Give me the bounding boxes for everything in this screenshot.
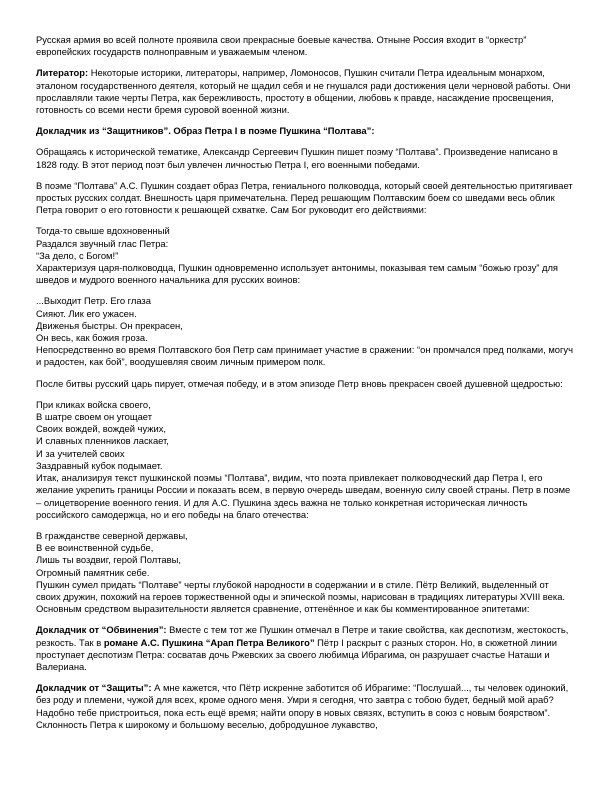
paragraph-historical-theme: Обращаясь к исторической тематике, Александр Сергеевич Пушкин пишет поэму “Полтава”. Произведение написано в 1828 году. В этот период поэт был увлечен личностью Петра I, его военными победами.	[36, 146, 558, 170]
paragraph-narodnost: Пушкин сумел придать “Полтаве” черты глубокой народности в содержании и в стиле. Пётр Великий, выделенный от своих дружин, похожий на героев торжественной оды и эпической поэмы, нарисован в традициях литературы XVIII века. Основным средством выразительности является сравнение, оттенённое и как бы комментированное эпитетами:	[36, 578, 566, 615]
verse-line: Он весь, как божия гроза.	[36, 332, 148, 344]
verse-block-2	[36, 295, 576, 344]
paragraph-antonyms: Характеризуя царя-полководца, Пушкин одновременно использует антонимы, показывая тем самым “божью грозу” для шведов и мудрого военного начальника для русских воинов:	[36, 262, 558, 286]
verse-line: Тогда-то свыше вдохновенный	[36, 225, 170, 237]
paragraph-analysis: Итак, анализируя текст пушкинской поэмы “Полтава”, видим, что поэта привлекает полководческий дар Петра I, его желание укрепить границы России и показать всем, в первую очередь шведам, военную силу своей страны. Петр в поэме – олицетворение военного гения. И для А.С. Пушкина здесь важна не только конкретная историческая личность российского самодержца, но и его победы на благо отечества:	[36, 472, 571, 520]
speaker-label-defense: Докладчик от “Защиты”:	[36, 682, 152, 694]
speaker-label-prosecution: Докладчик от “Обвинения”:	[36, 624, 167, 636]
verse-line: И за учителей своих	[36, 447, 125, 459]
novel-title-bold: романе А.С. Пушкина “Арап Петра Великого”	[103, 636, 315, 648]
paragraph-prosecution-text-c: Пётр I раскрыт с разных сторон. Но, в сюжетной линии проступает деспотизм Петра: сосватав дочь Ржевских за своего любимца Ибрагима, он разрушает счастье Наташи и Валериана.	[36, 636, 557, 672]
verse-line: Своих вождей, вождей чужих,	[36, 423, 167, 435]
paragraph-russian-army: Русская армия во всей полноте проявила свои прекрасные боевые качества. Отныне Россия входит в “оркестр” европейских государств полноправным и уважаемым членом.	[36, 34, 527, 58]
verse-line: В ее воинственной судьбе,	[36, 542, 154, 554]
paragraph-feast: После битвы русский царь пирует, отмечая победу, и в этом эпизоде Петр вновь прекрасен своей душевной щедростью:	[36, 377, 563, 389]
paragraph-defense	[36, 682, 576, 731]
paragraph-literator-text: Некоторые историки, литераторы, например, Ломоносов, Пушкин считали Петра идеальным монархом, эталоном государственного деятеля, который не щадил себя и не гнушался ради достижения цели черновой работы. Они прославляли такие черты Петра, как бережливость, простоту в общении, любовь к правде, насаждение просвещения, готовность со всеми нести бремя суровой военной жизни.	[36, 67, 571, 116]
verse-line: И славных пленников ласкает,	[36, 435, 169, 447]
paragraph-prosecution-text-a: Вместе с тем тот же Пушкин отмечал в Петре и такие свойства, как деспотизм, жестокость, резкость. Так в	[36, 624, 569, 648]
verse-line: Движенья быстры. Он прекрасен,	[36, 319, 183, 331]
paragraph-defense-text: А мне кажется, что Пётр искренне заботится об Ибрагиме: “Послушай..., ты человек одинокий, без роду и племени, чужой для всех, кроме одного меня. Умри я сегодня, что завтра с тобою будет, бедный мой араб? Надобно тебе пристроиться, пока есть ещё время; найти опору в новых связях, вступить в союз с новым боярством”. Склонность Петра к широкому и большому веселью, добродушное лукавство,	[36, 682, 569, 730]
verse-line: ...Выходит Петр. Его глаза	[36, 295, 151, 307]
verse-line: В шатре своем он угощает	[36, 411, 152, 423]
verse-line: Огромный памятник себе.	[36, 566, 150, 578]
verse-block-3	[36, 399, 576, 472]
verse-line: Лишь ты воздвиг, герой Полтавы,	[36, 554, 181, 566]
verse-line: При кликах войска своего,	[36, 398, 151, 410]
paragraph-battle: Непосредственно во время Полтавского боя Петр сам принимает участие в сражении: “он промчался пред полками, могуч и радостен, как бой”, воодушевляя своим личным примером полк.	[36, 344, 573, 368]
paragraph-literator	[36, 67, 576, 116]
document-page	[36, 34, 576, 731]
verse-block-1	[36, 225, 576, 262]
section-heading-text: Докладчик из “Защитников”. Образ Петра I в поэме Пушкина “Полтава”:	[36, 125, 375, 137]
verse-line: В гражданстве северной державы,	[36, 529, 188, 541]
paragraph-prosecution	[36, 624, 576, 673]
verse-block-4	[36, 530, 576, 579]
verse-line: Заздравный кубок подымает.	[36, 459, 163, 471]
paragraph-poltava-image: В поэме “Полтава” А.С. Пушкин создает образ Петра, гениального полководца, который своей деятельностью притягивает простых русских солдат. Внешность царя примечательна. Перед решающим Полтавским боем со шведами весь облик Петра говорит о его готовности к решающей схватке. Сам Бог руководит его действиями:	[36, 179, 573, 216]
verse-line: Сияют. Лик его ужасен.	[36, 307, 137, 319]
verse-line: Раздался звучный глас Петра:	[36, 237, 169, 249]
verse-line: “За дело, с Богом!”	[36, 249, 119, 261]
section-heading-defenders	[36, 125, 576, 137]
speaker-label-literator: Литератор:	[36, 67, 89, 79]
